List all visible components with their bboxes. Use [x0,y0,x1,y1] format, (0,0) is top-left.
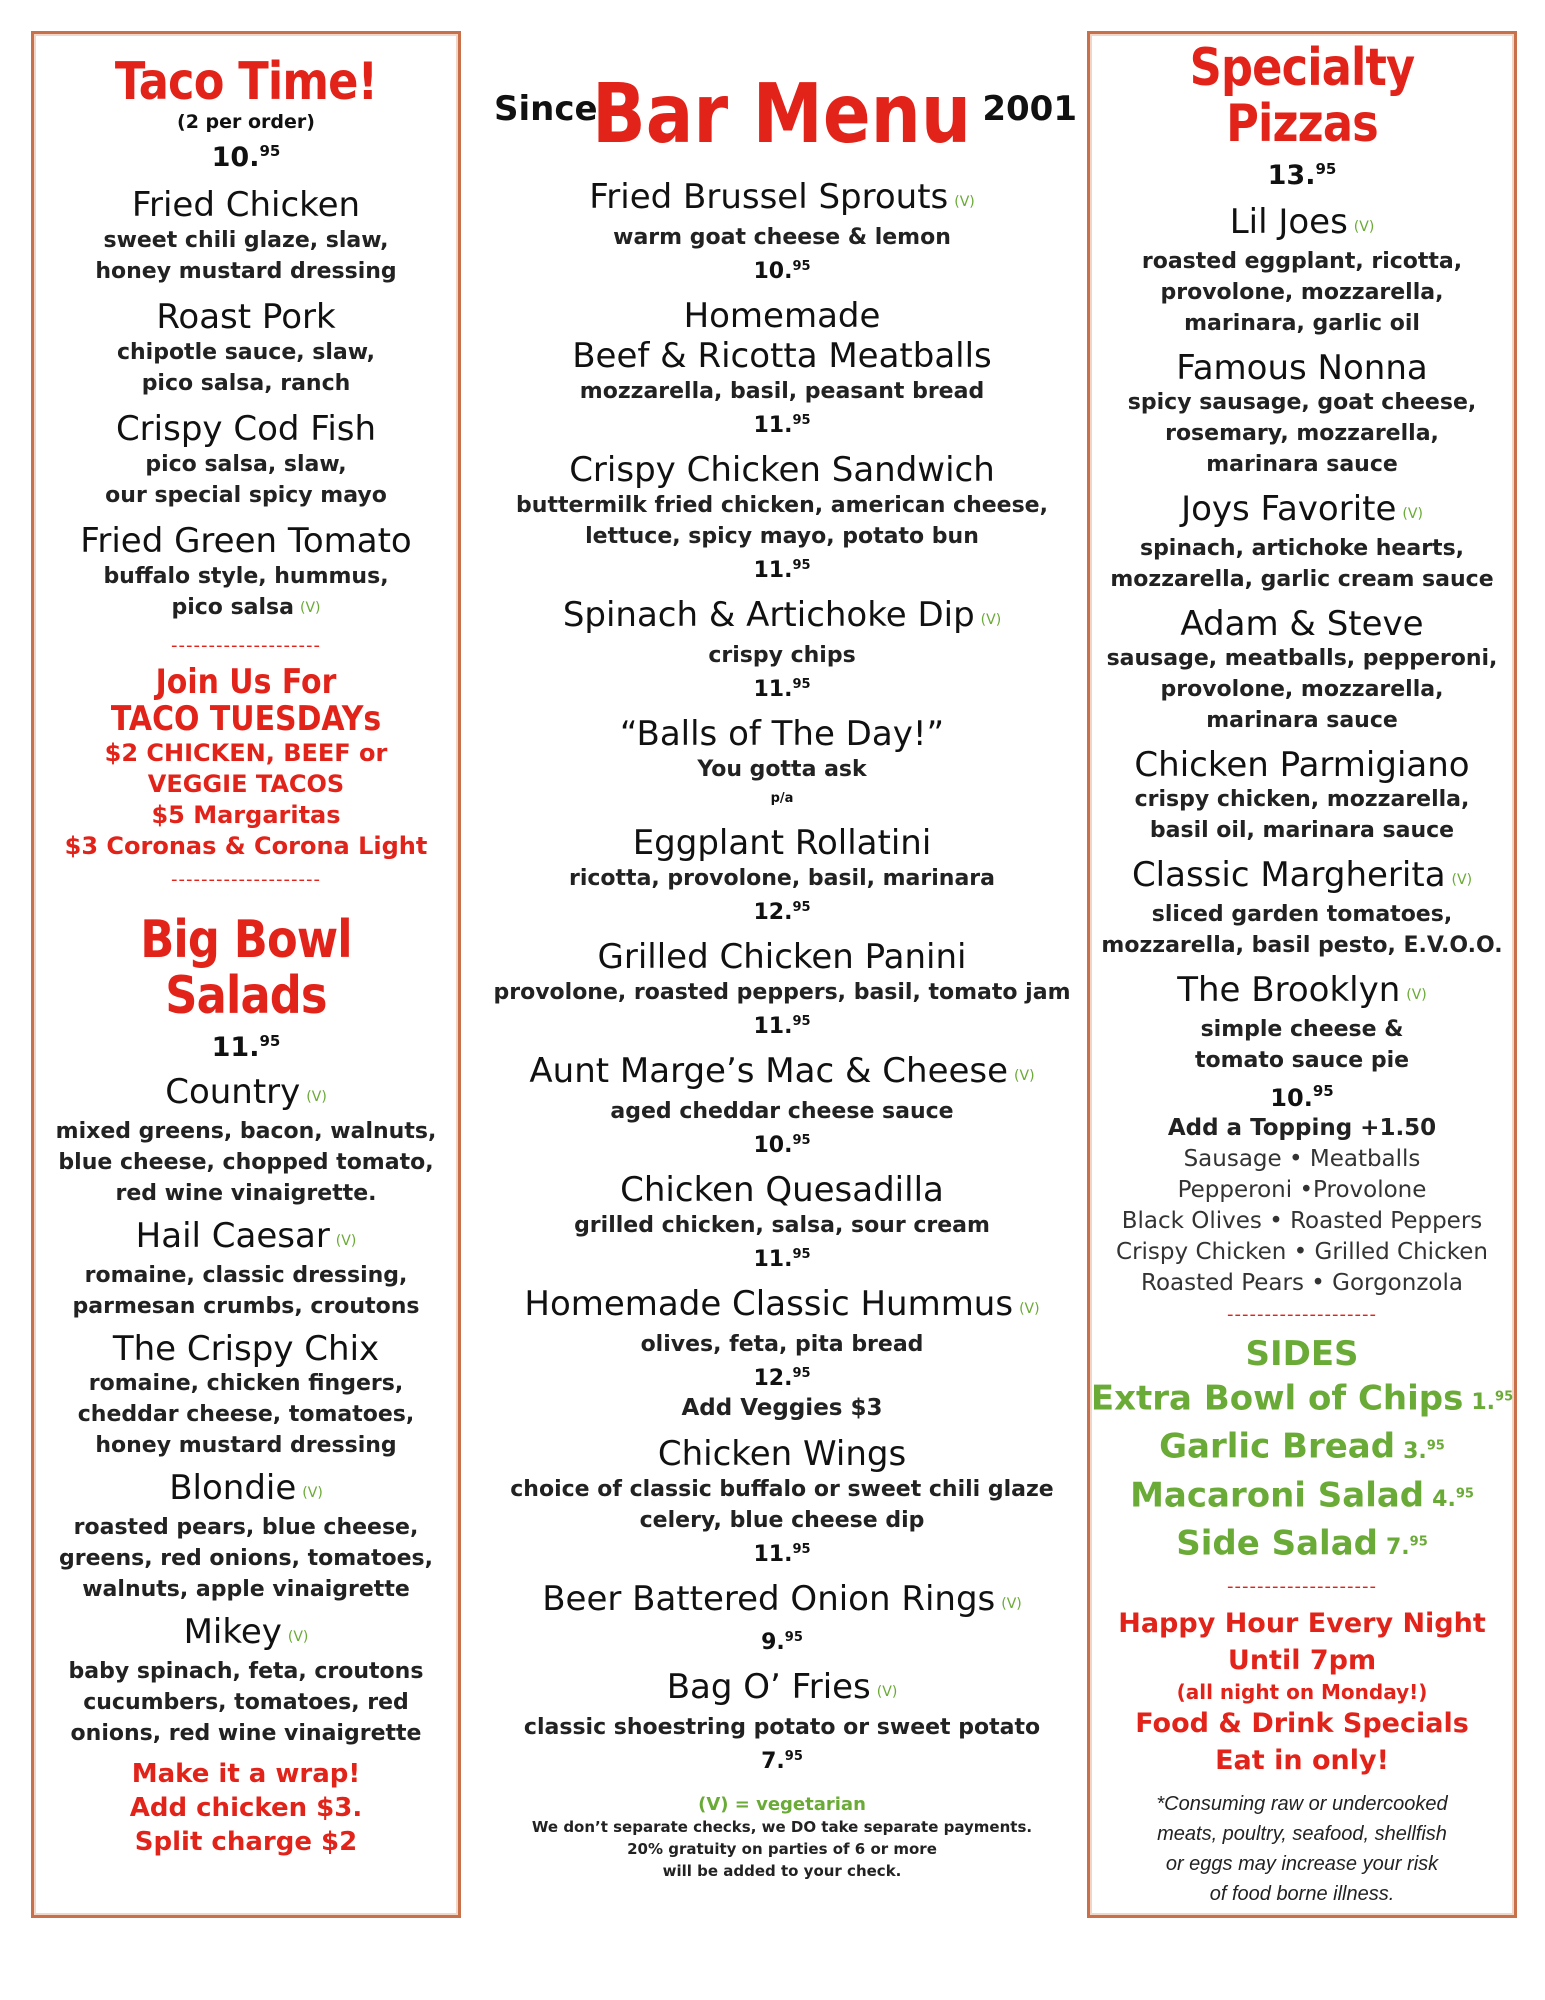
salad-item [34,1217,458,1322]
item-title: Beer Battered Onion Rings [542,1579,996,1619]
taco-note: (2 per order) [177,111,315,133]
menu-item [482,177,1082,286]
item-description: tomato sauce pie [1194,1048,1410,1073]
item-description: spicy sausage, goat cheese, [1127,390,1477,415]
item-description: ricotta, provolone, basil, marinara [568,866,995,891]
taco-item: Crispy Cod Fish pico salsa, slaw, our special spicy mayo [105,409,387,508]
item-price [482,671,1082,704]
item-title: Crispy Chicken Sandwich [569,450,995,490]
item-name [1090,605,1514,643]
fine-print: We don’t separate checks, we DO take separate payments. [531,1818,1033,1836]
price-cents: 95 [784,1749,803,1764]
item-price [482,1008,1082,1041]
happy-hour: Happy Hour Every Night [1118,1608,1486,1640]
item-description: marinara sauce [1206,452,1398,477]
item-name [1090,349,1514,387]
item-description: cucumbers, tomatoes, red [83,1690,409,1715]
price-dollars: 11. [753,1247,793,1272]
item-name [482,1284,1082,1329]
menu-item [482,1051,1082,1160]
pizza-list [1090,203,1514,1076]
item-description: rosemary, mozzarella, [1165,421,1439,446]
item-description: romaine, chicken fingers, [88,1371,404,1396]
price-dollars: 12. [753,1366,793,1391]
price-cents: 95 [1426,1438,1445,1454]
fine-print: 20% gratuity on parties of 6 or more [627,1840,937,1858]
vegetarian-mark: (V) [1402,506,1423,522]
promo-line: $5 Margaritas [151,801,341,829]
menu-item [482,450,1082,585]
price-dollars: 9. [761,1630,785,1655]
item-description: You gotta ask [697,757,867,782]
vegetarian-mark: (V) [1353,219,1375,235]
pizza-title-2: Pizzas [1226,94,1378,154]
item-description: greens, red onions, tomatoes, [59,1546,433,1571]
side-price [1471,1390,1513,1415]
price-dollars: p/a [770,791,794,806]
price-cents: 95 [1409,1534,1428,1550]
price-dollars: 12. [753,900,793,925]
item-description: baby spinach, feta, croutons [68,1659,424,1684]
vegetarian-mark: (V) [306,1089,327,1105]
side-item [1090,1473,1514,1521]
item-title: Chicken Parmigiano [1134,745,1470,785]
item-title: Bag O’ Fries [666,1667,871,1707]
price-cents: 95 [792,259,811,274]
wrap-note: Split charge $2 [134,1827,358,1857]
price-cents: 95 [1495,1390,1514,1405]
item-title: The Crispy Chix [112,1329,380,1369]
item-description: romaine, classic dressing, [84,1263,408,1288]
disclaimer-line: *Consuming raw or undercooked [1156,1793,1448,1816]
sides-list [1090,1376,1514,1569]
price-cents: 95 [1455,1486,1474,1502]
vegetarian-mark: (V) [980,612,1002,628]
price-dollars: 10. [753,1133,793,1158]
side-name: Garlic Bread [1159,1426,1396,1467]
item-title: Chicken Quesadilla [620,1170,944,1210]
pizza-item [1090,490,1514,595]
item-title: Country [165,1072,301,1112]
menu-title: Bar Menu [592,67,972,162]
taco-item: Roast Pork chipotle sauce, slaw, pico salsa, ranch [116,297,376,396]
price-cents: 95 [792,413,811,428]
item-description: olives, feta, pita bread [640,1332,924,1357]
item-description: buttermilk fried chicken, american cheese, [516,493,1048,518]
item-description: crispy chips [708,643,856,668]
item-name [1090,746,1514,784]
since-label: Since [494,89,598,129]
item-description: classic shoestring potato or sweet potato [523,1715,1041,1740]
fine-print: will be added to your check. [662,1862,902,1880]
item-description: marinara, garlic oil [1184,311,1420,336]
item-name [482,1434,1082,1474]
happy-hour: Eat in only! [1215,1745,1389,1777]
item-name [34,1330,458,1368]
item-description: aged cheddar cheese sauce [610,1099,954,1124]
promo-line: VEGGIE TACOS [147,770,345,798]
promo-heading-2: TACO TUESDAYs [110,699,382,739]
item-name [1090,490,1514,533]
item-title: Famous Nonna [1176,348,1428,388]
item-name [482,450,1082,490]
item-name [482,177,1082,222]
topping-option: Pepperoni •Provolone [1177,1177,1427,1203]
item-name [482,937,1082,977]
item-description: provolone, roasted peppers, basil, tomato jam [493,980,1071,1005]
item-price [482,1241,1082,1274]
item-title: Classic Margherita [1131,855,1446,895]
item-name [482,595,1082,640]
taco-salad-panel [31,31,461,1918]
price-cents: 95 [792,1542,811,1557]
price-cents: 95 [792,677,811,692]
salad-item [34,1330,458,1461]
item-price [482,1360,1082,1393]
item-description: mozzarella, basil, peasant bread [579,379,985,404]
vegetarian-mark: (V) [954,194,975,210]
price-cents: 95 [792,1366,811,1381]
price-dollars: 11. [753,413,793,438]
item-name [34,1073,458,1116]
topping-list [1090,1144,1514,1299]
salads-title-2: Salads [165,966,327,1026]
item-description: roasted pears, blue cheese, [73,1515,419,1540]
side-price [1403,1439,1445,1464]
item-name [482,714,1082,754]
price-dollars: 11. [753,1014,793,1039]
item-description: onions, red wine vinaigrette [70,1721,422,1746]
item-title: Mikey [183,1612,282,1652]
pizza-item [1090,746,1514,846]
salad-item [34,1613,458,1749]
promo-line: $2 CHICKEN, BEEF or [104,739,388,767]
pizza-panel [1087,31,1517,1918]
item-description: lettuce, spicy mayo, potato bun [585,524,979,549]
item-title: Hail Caesar [135,1216,330,1256]
price-cents: 95 [792,1247,811,1262]
item-name [1090,971,1514,1014]
item-title: Eggplant Rollatini [632,823,932,863]
taco-item: Fried Green Tomato buffalo style, hummus, pico salsa (V) [80,521,412,620]
price-dollars: 11. [753,677,793,702]
pizza-item [1090,203,1514,339]
topping-option: Roasted Pears • Gorgonzola [1141,1270,1463,1296]
food-disclaimer [1090,1789,1514,1909]
menu-header [482,67,1082,167]
item-description: choice of classic buffalo or sweet chili glaze [510,1477,1054,1502]
price-cents: 95 [792,900,811,915]
price-cents: 95 [784,1630,803,1645]
price-dollars: 4. [1432,1486,1456,1512]
item-description: marinara sauce [1206,708,1398,733]
vegetarian-mark: (V) [287,1629,309,1645]
promo-heading: Join Us For [155,662,337,702]
taco-price: 10.95 [211,142,281,173]
happy-hour-note: (all night on Monday!) [1176,1680,1428,1705]
item-title-2: Beef & Ricotta Meatballs [572,336,992,376]
menu-item [482,595,1082,704]
item-name [482,1051,1082,1096]
item-name [482,1170,1082,1210]
salad-item [34,1469,458,1605]
price-cents: 95 [792,1014,811,1029]
item-name [482,1667,1082,1712]
item-price [482,253,1082,286]
vegetarian-mark: (V) [302,1485,323,1501]
menu-item [482,823,1082,927]
item-name [34,1217,458,1260]
item-title: Adam & Steve [1180,604,1424,644]
item-description: sliced garden tomatoes, [1151,902,1453,927]
item-title: Joys Favorite [1181,489,1397,529]
price-dollars: 3. [1403,1438,1427,1464]
vegetarian-mark: (V) [1014,1068,1035,1084]
item-description: grilled chicken, salsa, sour cream [574,1213,990,1238]
vegetarian-mark: (V) [1001,1596,1022,1612]
item-name [1090,203,1514,246]
promo-line: $3 Coronas & Corona Light [64,832,428,860]
wrap-note: Add chicken $3. [129,1793,363,1823]
item-title: Spinach & Artichoke Dip [562,595,975,635]
vegetarian-mark: (V) [876,1684,898,1700]
vegetarian-mark: (V) [1451,872,1473,888]
item-description: celery, blue cheese dip [639,1508,925,1533]
happy-hour: Food & Drink Specials [1135,1708,1469,1740]
item-title: Aunt Marge’s Mac & Cheese [529,1051,1009,1091]
item-title: The Brooklyn [1177,970,1401,1010]
menu-item [482,296,1082,440]
price-dollars: 10. [753,259,793,284]
menu-item [482,1170,1082,1274]
salads-price: 11.95 [211,1032,281,1063]
price-cents: 95 [792,558,811,573]
item-title: Lil Joes [1229,202,1348,242]
item-description: honey mustard dressing [95,1433,397,1458]
item-description: crispy chicken, mozzarella, [1134,787,1470,812]
side-item [1090,1424,1514,1472]
side-name: Macaroni Salad [1130,1474,1425,1515]
item-price [482,1536,1082,1569]
menu-item [482,714,1082,813]
item-title: Chicken Wings [657,1434,907,1474]
item-description: cheddar cheese, tomatoes, [77,1402,415,1427]
item-name [34,1613,458,1656]
price-dollars: 11. [753,558,793,583]
side-item [1090,1376,1514,1424]
item-description: spinach, artichoke hearts, [1139,536,1465,561]
side-name: Extra Bowl of Chips [1090,1378,1464,1419]
item-description: sausage, meatballs, pepperoni, [1106,646,1498,671]
price-dollars: 7. [761,1749,785,1774]
pizza-item [1090,605,1514,736]
item-title: “Balls of The Day!” [619,714,945,754]
item-description: blue cheese, chopped tomato, [58,1150,434,1175]
item-title: Homemade [683,296,881,336]
disclaimer-line: meats, poultry, seafood, shellfish [1157,1823,1447,1846]
menu-item [482,1434,1082,1569]
item-description: mozzarella, garlic cream sauce [1110,567,1494,592]
vegetarian-legend: (V) = vegetarian [698,1794,866,1815]
item-description: red wine vinaigrette. [115,1181,377,1206]
disclaimer-line: or eggs may increase your risk [1165,1853,1439,1876]
item-price [482,1743,1082,1776]
taco-title: Taco Time! [114,52,378,112]
item-description: mozzarella, basil pesto, E.V.O.O. [1101,933,1503,958]
vegetarian-mark: (V) [300,600,321,616]
item-description: parmesan crumbs, croutons [72,1294,420,1319]
divider: -------------------- [1227,1304,1377,1325]
topping-option: Sausage • Meatballs [1183,1146,1421,1172]
pizza-title: Specialty [1189,38,1415,98]
item-price [482,407,1082,440]
item-description: mixed greens, bacon, walnuts, [55,1119,437,1144]
add-on-note: Add Veggies $3 [681,1395,883,1421]
bar-menu-panel [482,31,1082,1918]
divider: -------------------- [1227,1576,1377,1598]
salad-item [34,1073,458,1209]
pizza-item [1090,856,1514,961]
item-price [482,1127,1082,1160]
item-description: roasted eggplant, ricotta, [1141,249,1463,274]
item-description: basil oil, marinara sauce [1149,818,1455,843]
pizza-item [1090,349,1514,480]
salads-title: Big Bowl [140,910,352,970]
menu-item [482,1284,1082,1424]
menu-item [482,937,1082,1041]
item-description: simple cheese & [1200,1017,1404,1042]
side-price [1386,1535,1428,1560]
divider: -------------------- [171,869,321,890]
topping-option: Black Olives • Roasted Peppers [1121,1208,1483,1234]
side-price [1432,1487,1474,1512]
item-title: Fried Brussel Sprouts [589,177,949,217]
item-name [1090,856,1514,899]
item-price [482,785,1082,813]
item-description: provolone, mozzarella, [1160,280,1444,305]
item-price [482,552,1082,585]
brooklyn-price: 10.95 [1270,1082,1334,1112]
side-name: Side Salad [1176,1523,1378,1564]
price-dollars: 11. [753,1542,793,1567]
pizza-item [1090,971,1514,1076]
item-title: Grilled Chicken Panini [597,937,967,977]
item-description: walnuts, apple vinaigrette [82,1577,410,1602]
salad-list [34,1073,458,1749]
vegetarian-mark: (V) [1019,1301,1040,1317]
side-item [1090,1521,1514,1569]
wrap-note: Make it a wrap! [131,1759,361,1789]
topping-option: Crispy Chicken • Grilled Chicken [1116,1239,1488,1265]
sides-title: SIDES [1245,1334,1359,1374]
pizza-price: 13.95 [1267,160,1337,191]
item-name [34,1469,458,1512]
topping-heading: Add a Topping +1.50 [1167,1115,1437,1141]
item-name [482,1579,1082,1624]
item-title: Homemade Classic Hummus [524,1284,1014,1324]
item-description: provolone, mozzarella, [1160,677,1444,702]
item-title: Blondie [169,1468,297,1508]
menu-item [482,1667,1082,1776]
taco-item: Fried Chicken sweet chili glaze, slaw, honey mustard dressing [95,185,397,284]
item-price [482,1624,1082,1657]
item-description: warm goat cheese & lemon [613,225,951,250]
vegetarian-mark: (V) [1406,987,1427,1003]
year-label: 2001 [982,89,1077,129]
bar-menu-list [482,177,1082,1776]
disclaimer-line: of food borne illness. [1209,1883,1395,1906]
price-dollars: 1. [1471,1390,1496,1416]
price-dollars: 7. [1385,1535,1410,1561]
item-price [482,894,1082,927]
happy-hour: Until 7pm [1227,1645,1377,1677]
item-name [482,823,1082,863]
vegetarian-mark: (V) [335,1233,357,1249]
divider: -------------------- [171,635,321,656]
menu-item [482,1579,1082,1657]
price-cents: 95 [792,1133,811,1148]
